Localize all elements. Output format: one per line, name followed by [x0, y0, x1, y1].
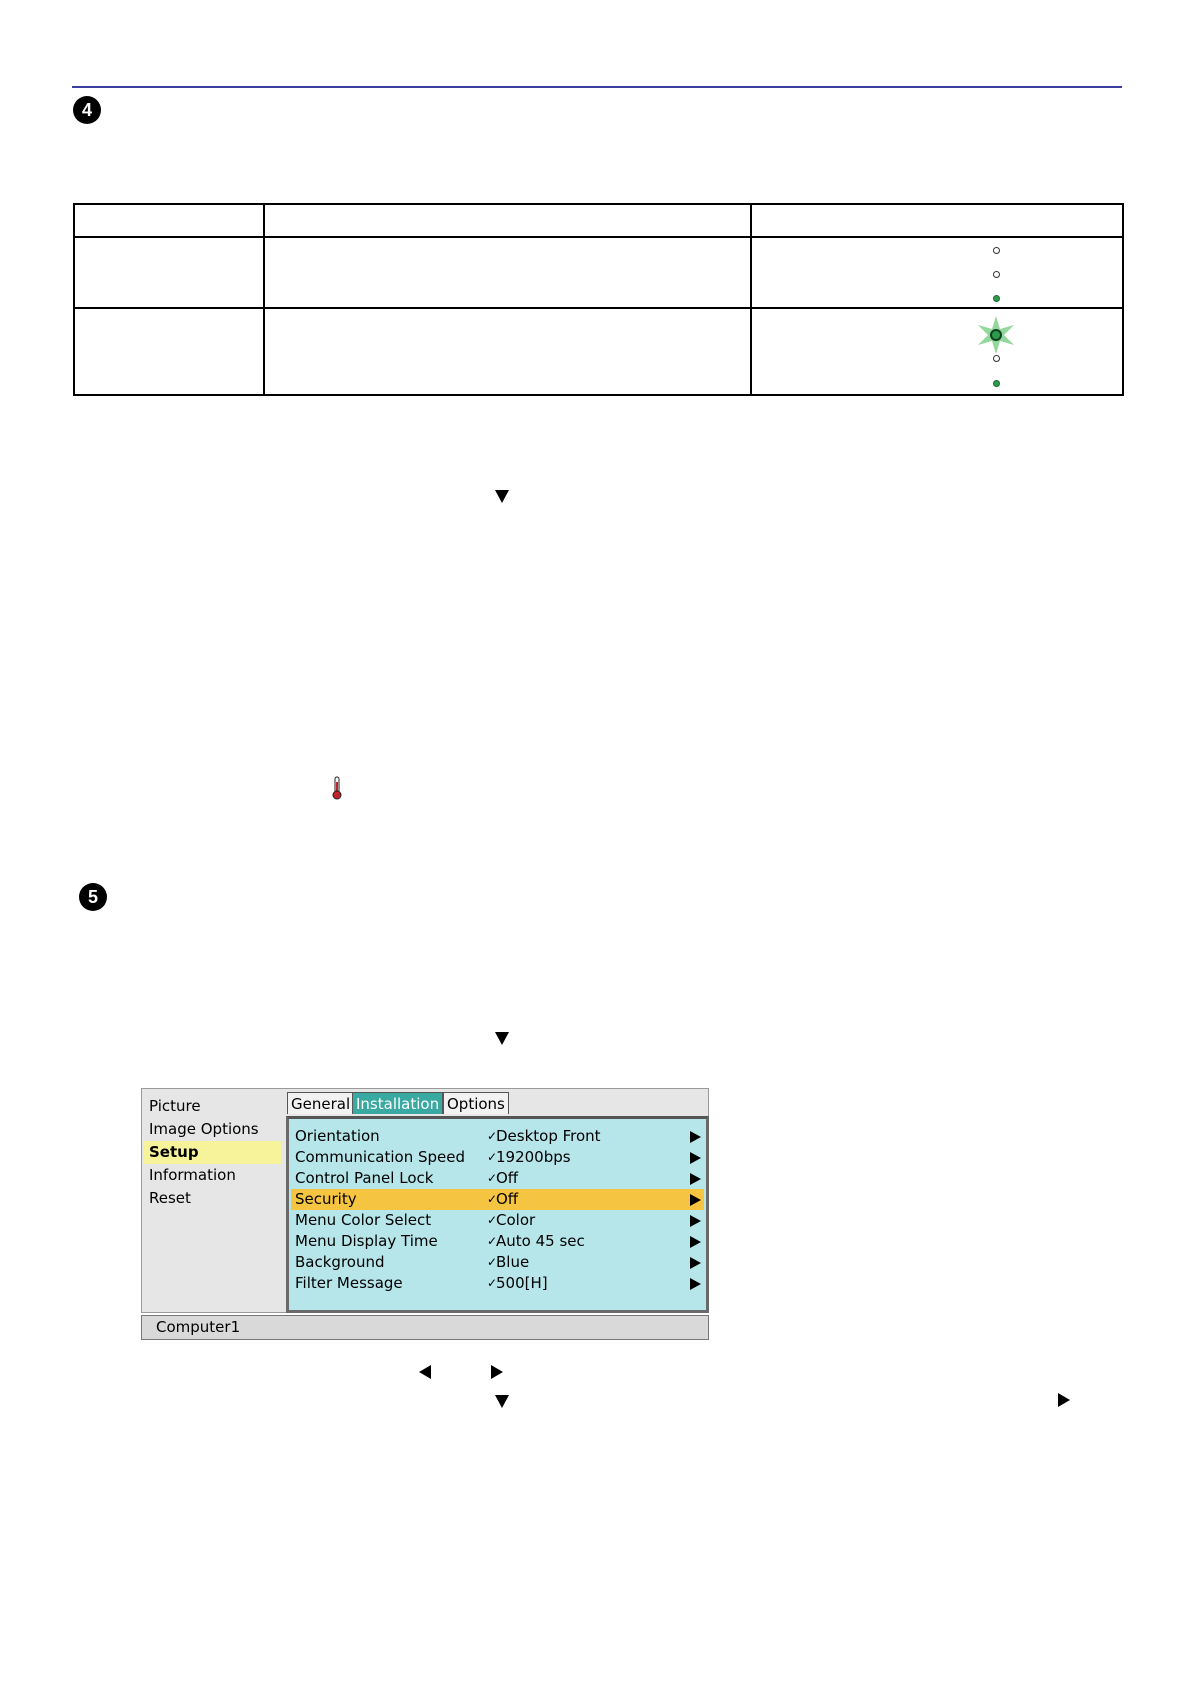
menu-tabs — [286, 1088, 709, 1116]
setting-value: Color — [496, 1211, 536, 1229]
left-arrow-icon — [419, 1365, 431, 1379]
setting-label: Control Panel Lock — [295, 1169, 434, 1187]
indicator-led-off-icon — [993, 355, 1000, 362]
down-arrow-icon — [495, 490, 509, 503]
setting-label: Filter Message — [295, 1274, 403, 1292]
step-5-number: 5 — [87, 887, 98, 907]
step-4-number: 4 — [81, 100, 92, 120]
submenu-arrow-icon — [690, 1278, 701, 1290]
setting-row-filter-message[interactable] — [291, 1273, 704, 1294]
check-icon: ✓ — [487, 1234, 498, 1248]
submenu-arrow-icon — [690, 1257, 701, 1269]
table-row-divider — [75, 307, 1122, 309]
check-icon: ✓ — [487, 1192, 498, 1206]
check-icon: ✓ — [487, 1150, 498, 1164]
sidebar-item-setup[interactable]: Setup — [143, 1141, 281, 1164]
setting-row-background[interactable] — [291, 1252, 704, 1273]
indicator-led-off-icon — [993, 271, 1000, 278]
table-column-divider — [750, 205, 752, 394]
header-rule — [72, 86, 1122, 88]
tab-options[interactable]: Options — [443, 1092, 509, 1114]
down-arrow-icon — [495, 1032, 509, 1045]
right-arrow-icon — [1058, 1393, 1070, 1407]
status-bar — [141, 1315, 709, 1340]
indicator-led-off-icon — [993, 247, 1000, 254]
setting-value: Off — [496, 1169, 519, 1187]
setting-row-security[interactable] — [291, 1189, 704, 1210]
check-icon: ✓ — [487, 1213, 498, 1227]
setting-row-menu-color-select[interactable] — [291, 1210, 704, 1231]
setting-label: Communication Speed — [295, 1148, 466, 1166]
input-source-label: Computer1 — [156, 1318, 241, 1336]
settings-panel — [286, 1116, 709, 1313]
setting-value: Desktop Front — [496, 1127, 601, 1145]
submenu-arrow-icon — [690, 1131, 701, 1143]
table-column-divider — [263, 205, 265, 394]
step-4-marker — [73, 96, 101, 124]
setting-value: Blue — [496, 1253, 530, 1271]
setting-value: Off — [496, 1190, 519, 1208]
setting-value: Auto 45 sec — [496, 1232, 585, 1250]
check-icon: ✓ — [487, 1171, 498, 1185]
setting-value: 19200bps — [496, 1148, 571, 1166]
sidebar-item-information[interactable]: Information — [149, 1166, 236, 1184]
submenu-arrow-icon — [690, 1173, 701, 1185]
submenu-arrow-icon — [690, 1215, 701, 1227]
sidebar-item-picture[interactable]: Picture — [149, 1097, 201, 1115]
setting-row-orientation[interactable] — [291, 1126, 704, 1147]
sidebar-item-image-options[interactable]: Image Options — [149, 1120, 259, 1138]
indicator-led-on-icon — [993, 295, 1000, 302]
tab-general[interactable]: General — [287, 1092, 354, 1114]
setting-row-menu-display-time[interactable] — [291, 1231, 704, 1252]
setting-label: Background — [295, 1253, 385, 1271]
check-icon: ✓ — [487, 1129, 498, 1143]
submenu-arrow-icon — [690, 1152, 701, 1164]
setting-value: 500[H] — [496, 1274, 548, 1292]
submenu-arrow-icon — [690, 1236, 701, 1248]
setting-label: Menu Color Select — [295, 1211, 432, 1229]
check-icon: ✓ — [487, 1255, 498, 1269]
setting-label: Menu Display Time — [295, 1232, 438, 1250]
check-icon: ✓ — [487, 1276, 498, 1290]
indicator-led-blinking-icon — [977, 316, 1015, 354]
tab-installation[interactable]: Installation — [352, 1092, 443, 1114]
indicator-led-on-icon — [993, 380, 1000, 387]
sidebar-item-reset[interactable]: Reset — [149, 1189, 191, 1207]
setting-row-communication-speed[interactable] — [291, 1147, 704, 1168]
step-5-marker — [79, 883, 107, 911]
setting-row-control-panel-lock[interactable] — [291, 1168, 704, 1189]
thermometer-icon — [332, 776, 342, 800]
table-header-divider — [75, 236, 1122, 238]
setting-label: Security — [295, 1190, 357, 1208]
menu-sidebar — [141, 1088, 287, 1313]
indicator-table — [73, 203, 1124, 396]
right-arrow-icon — [491, 1365, 503, 1379]
osd-menu — [141, 1088, 709, 1340]
setting-label: Orientation — [295, 1127, 380, 1145]
down-arrow-icon — [495, 1395, 509, 1408]
submenu-arrow-icon — [690, 1194, 701, 1206]
